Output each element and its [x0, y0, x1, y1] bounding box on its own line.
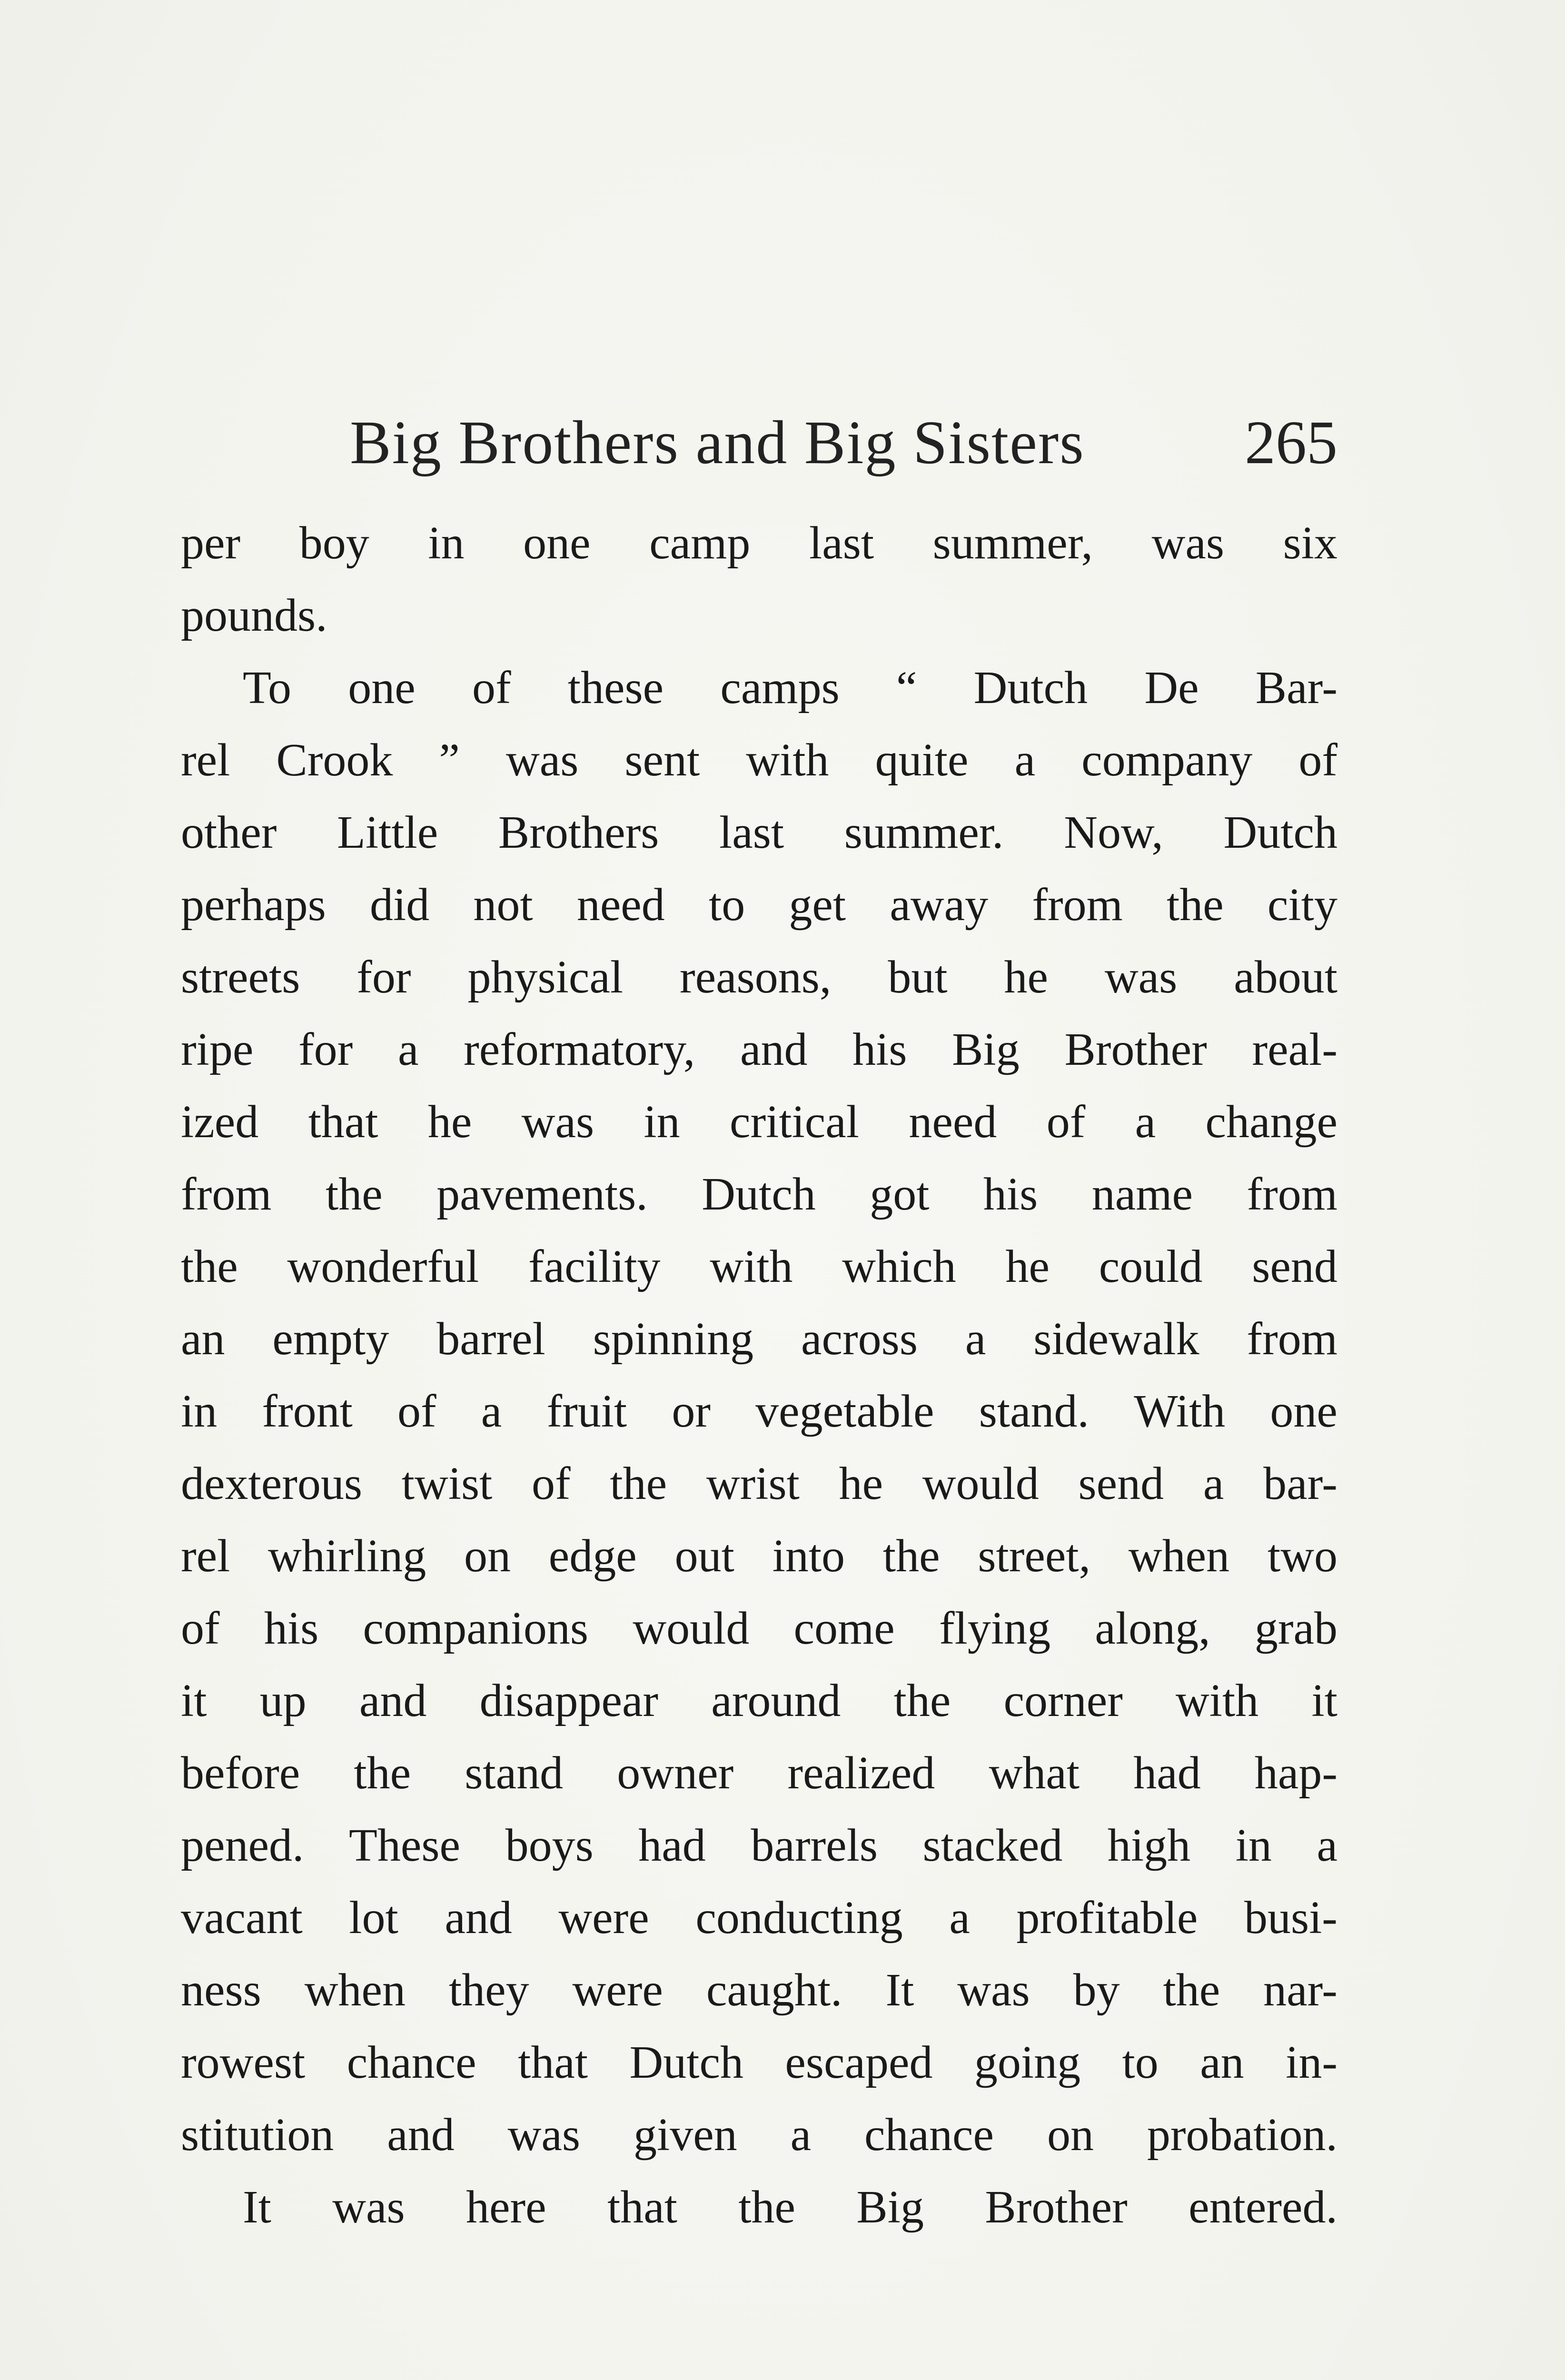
word: corner [1003, 1675, 1123, 1726]
word: last [719, 807, 784, 858]
word: away [890, 879, 989, 931]
word: he [839, 1458, 883, 1509]
word: was [957, 1964, 1030, 2016]
word: into [772, 1530, 845, 1582]
word: spinning [593, 1313, 754, 1365]
word: and [740, 1024, 808, 1075]
word: with [710, 1241, 793, 1292]
word: or [672, 1386, 711, 1437]
word: Now, [1064, 807, 1163, 858]
word: ness [181, 1964, 261, 2016]
word: boys [505, 1820, 594, 1871]
word: quite [875, 734, 969, 786]
word: To [243, 662, 292, 714]
word: one [523, 517, 591, 569]
word: of [1298, 734, 1337, 786]
word: an [1200, 2037, 1244, 2088]
word: fruit [546, 1386, 627, 1437]
word: he [1005, 1241, 1050, 1292]
word: stand. [979, 1386, 1090, 1437]
word: It [885, 1964, 914, 2016]
word: his [264, 1603, 319, 1654]
word: a [1135, 1096, 1156, 1148]
text-line [181, 2026, 1337, 2099]
word: sent [624, 734, 700, 786]
word: pened. [181, 1820, 304, 1871]
word: from [1247, 1169, 1337, 1220]
word: two [1267, 1530, 1337, 1582]
word: last [809, 517, 874, 569]
word: and [445, 1892, 512, 1944]
word: one [1270, 1386, 1337, 1437]
word: going [974, 2037, 1081, 2088]
text-line [181, 2099, 1337, 2171]
word: rowest [181, 2037, 306, 2088]
word: name [1091, 1169, 1193, 1220]
word: that [518, 2037, 588, 2088]
word: here [466, 2182, 546, 2233]
word: from [181, 1169, 272, 1220]
word: to [709, 879, 745, 931]
word: busi- [1244, 1892, 1337, 1944]
word: the [181, 1241, 238, 1292]
word: Little [337, 807, 438, 858]
word: a [790, 2109, 812, 2161]
word: from [1247, 1313, 1337, 1365]
word: but [888, 952, 948, 1003]
word: facility [528, 1241, 661, 1292]
word: need [576, 879, 665, 931]
text-line [181, 507, 1337, 579]
text-line [181, 1230, 1337, 1303]
word: dexterous [181, 1458, 362, 1509]
word: with [746, 734, 829, 786]
word: these [567, 662, 664, 714]
word: was [507, 2109, 581, 2161]
word: a [1203, 1458, 1224, 1509]
word: a [1317, 1820, 1337, 1871]
word: Dutch [973, 662, 1088, 714]
word: boy [299, 517, 369, 569]
word: profitable [1016, 1892, 1198, 1944]
word: high [1107, 1820, 1191, 1871]
word: the [325, 1169, 383, 1220]
word: nar- [1263, 1964, 1337, 2016]
word: probation. [1147, 2109, 1337, 2161]
word: flying [939, 1603, 1051, 1654]
word: Brother [1064, 1024, 1207, 1075]
text-line [181, 1303, 1337, 1375]
text-line [181, 1448, 1337, 1520]
word: De [1144, 662, 1199, 714]
word: camp [649, 517, 751, 569]
word: one [348, 662, 416, 714]
word: got [870, 1169, 930, 1220]
word: real- [1252, 1024, 1337, 1075]
text-line [181, 1809, 1337, 1882]
word: rel [181, 734, 230, 786]
text-line [181, 724, 1337, 796]
word: chance [864, 2109, 994, 2161]
text-line [181, 1592, 1337, 1665]
word: entered. [1189, 2182, 1337, 2233]
text-line [181, 1158, 1337, 1230]
word: were [558, 1892, 649, 1944]
word: need [909, 1096, 997, 1148]
word: it [1311, 1675, 1337, 1726]
word: the [354, 1747, 411, 1799]
word: the [1163, 1964, 1220, 2016]
word: they [448, 1964, 529, 2016]
word: Dutch [629, 2037, 743, 2088]
word: grab [1254, 1603, 1337, 1654]
text-line [181, 1086, 1337, 1158]
word: conducting [695, 1892, 903, 1944]
word: the [738, 2182, 796, 2233]
word: of [1046, 1096, 1086, 1148]
word: of [397, 1386, 436, 1437]
word: the [1167, 879, 1224, 931]
word: Dutch [702, 1169, 816, 1220]
word: change [1205, 1096, 1337, 1148]
word: wonderful [287, 1241, 479, 1292]
word: to [1122, 2037, 1159, 2088]
word: was [1151, 517, 1224, 569]
word: empty [272, 1313, 389, 1365]
word: a [397, 1024, 419, 1075]
text-line [181, 1520, 1337, 1592]
word: had [1133, 1747, 1201, 1799]
word: stacked [922, 1820, 1063, 1871]
word: city [1267, 879, 1337, 931]
word: realized [787, 1747, 935, 1799]
word: a [965, 1313, 986, 1365]
word: Big [952, 1024, 1020, 1075]
word: on [1047, 2109, 1094, 2161]
word: not [473, 879, 533, 931]
word: about [1234, 952, 1337, 1003]
page-number: 265 [1245, 408, 1337, 477]
word: on [464, 1530, 511, 1582]
word: six [1283, 517, 1337, 569]
word: did [369, 879, 430, 931]
word: up [259, 1675, 307, 1726]
word: summer, [932, 517, 1093, 569]
word: when [1128, 1530, 1230, 1582]
word: whirling [268, 1530, 426, 1582]
word: These [349, 1820, 461, 1871]
word: his [852, 1024, 907, 1075]
text-line [181, 1737, 1337, 1809]
word: pavements. [436, 1169, 648, 1220]
word: he [427, 1096, 472, 1148]
word: vegetable [755, 1386, 934, 1437]
word: was [1104, 952, 1178, 1003]
text-line [181, 1882, 1337, 1954]
text-line [181, 2171, 1337, 2243]
word: would [922, 1458, 1039, 1509]
word: twist [401, 1458, 493, 1509]
word: what [989, 1747, 1080, 1799]
word: With [1134, 1386, 1226, 1437]
word: escaped [785, 2037, 933, 2088]
body-text [181, 507, 1337, 2243]
word: per [181, 517, 241, 569]
text-line [181, 1665, 1337, 1737]
word: ” [439, 734, 460, 786]
word: a [481, 1386, 502, 1437]
word: bar- [1263, 1458, 1337, 1509]
word: when [304, 1964, 406, 2016]
word: the [882, 1530, 940, 1582]
word: It [243, 2182, 271, 2233]
word: around [711, 1675, 841, 1726]
word: the [610, 1458, 667, 1509]
word: front [262, 1386, 353, 1437]
running-head [350, 402, 1337, 483]
word: edge [548, 1530, 637, 1582]
word: “ [896, 662, 917, 714]
word: companions [363, 1603, 589, 1654]
word: send [1078, 1458, 1164, 1509]
word: physical [467, 952, 624, 1003]
word: could [1099, 1241, 1203, 1292]
word: had [638, 1820, 706, 1871]
word: Crook [276, 734, 393, 786]
word: from [1032, 879, 1123, 931]
word: camps [720, 662, 840, 714]
text-line [181, 869, 1337, 941]
word: other [181, 807, 277, 858]
word: his [983, 1169, 1038, 1220]
word: lot [349, 1892, 398, 1944]
word: in [181, 1386, 218, 1437]
word: come [793, 1603, 895, 1654]
word: summer. [844, 807, 1004, 858]
word: it [181, 1675, 207, 1726]
word: street, [978, 1530, 1091, 1582]
word: of [532, 1458, 571, 1509]
text-line [181, 1013, 1337, 1086]
word: was [521, 1096, 594, 1148]
word: stand [465, 1747, 564, 1799]
text-line [181, 652, 1337, 724]
word: by [1073, 1964, 1120, 2016]
word: given [633, 2109, 737, 2161]
word: in [428, 517, 465, 569]
word: barrels [751, 1820, 878, 1871]
word: reasons, [680, 952, 832, 1003]
word: Dutch [1223, 807, 1337, 858]
text-line [181, 1954, 1337, 2026]
word: an [181, 1313, 225, 1365]
text-line: pounds. [181, 590, 327, 641]
word: ized [181, 1096, 259, 1148]
word: stitution [181, 2109, 334, 2161]
word: critical [729, 1096, 860, 1148]
word: sidewalk [1033, 1313, 1199, 1365]
word: along, [1095, 1603, 1210, 1654]
word: that [308, 1096, 378, 1148]
word: in [644, 1096, 680, 1148]
word: and [387, 2109, 455, 2161]
word: disappear [479, 1675, 659, 1726]
word: Brothers [498, 807, 659, 858]
word: was [505, 734, 579, 786]
running-title: Big Brothers and Big Sisters [350, 408, 1085, 477]
word: with [1176, 1675, 1259, 1726]
text-line [181, 796, 1337, 869]
word: out [674, 1530, 734, 1582]
word: for [357, 952, 411, 1003]
word: perhaps [181, 879, 326, 931]
word: across [801, 1313, 918, 1365]
word: wrist [706, 1458, 800, 1509]
word: streets [181, 952, 300, 1003]
word: Big [856, 2182, 924, 2233]
word: rel [181, 1530, 230, 1582]
word: that [607, 2182, 677, 2233]
word: a [1014, 734, 1036, 786]
word: hap- [1254, 1747, 1337, 1799]
word: caught. [706, 1964, 842, 2016]
word: get [789, 879, 846, 931]
word: chance [347, 2037, 476, 2088]
word: reformatory, [464, 1024, 695, 1075]
word: owner [617, 1747, 734, 1799]
text-line [181, 1375, 1337, 1448]
word: he [1004, 952, 1048, 1003]
word: vacant [181, 1892, 303, 1944]
word: which [842, 1241, 956, 1292]
word: and [359, 1675, 427, 1726]
word: in [1235, 1820, 1272, 1871]
word: was [332, 2182, 405, 2233]
word: a [949, 1892, 970, 1944]
word: would [633, 1603, 750, 1654]
word: of [181, 1603, 220, 1654]
word: Brother [985, 2182, 1128, 2233]
word: company [1081, 734, 1253, 786]
word: the [893, 1675, 951, 1726]
word: ripe [181, 1024, 254, 1075]
word: were [572, 1964, 663, 2016]
word: send [1252, 1241, 1337, 1292]
word: in- [1286, 2037, 1337, 2088]
word: of [472, 662, 511, 714]
word: barrel [436, 1313, 545, 1365]
word: before [181, 1747, 300, 1799]
word: Bar- [1255, 662, 1337, 714]
word: for [298, 1024, 353, 1075]
text-line [181, 941, 1337, 1013]
